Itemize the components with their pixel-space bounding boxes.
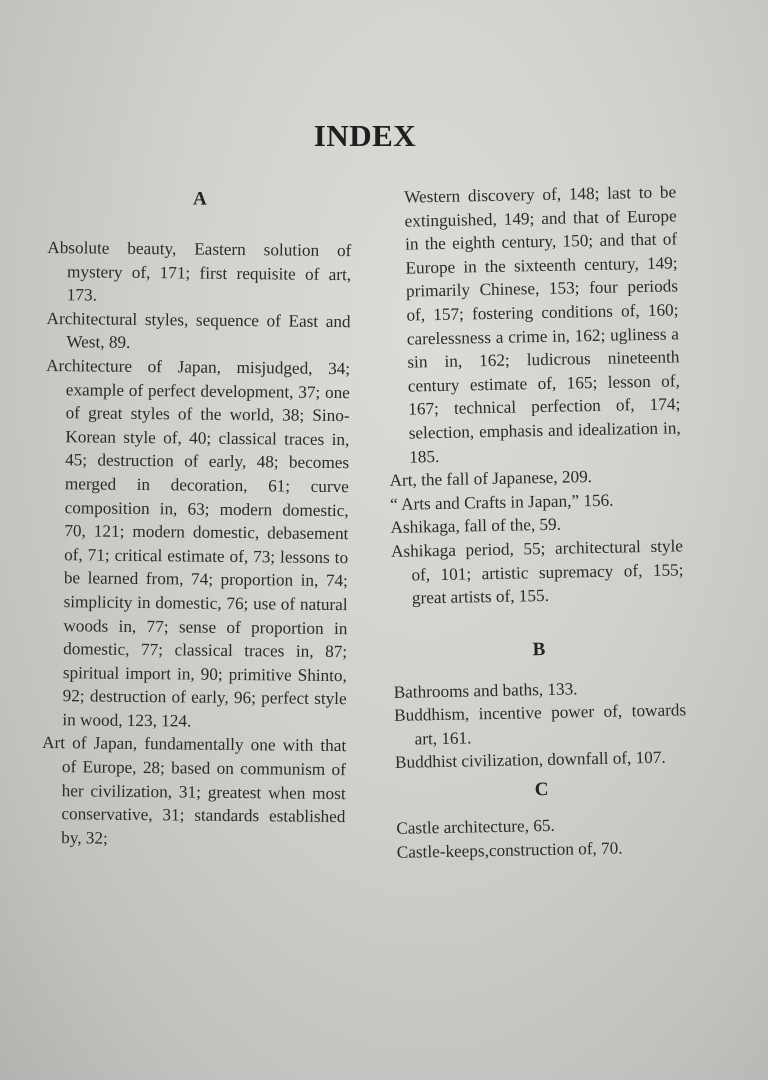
- index-entry-buddhism: Buddhism, incentive power of, towards art, 161.: [393, 700, 687, 749]
- section-letter-a: A: [192, 188, 207, 210]
- section-letter-b: B: [532, 638, 546, 660]
- index-entry-arts-and-crafts: “ Arts and Crafts in Japan,” 156.: [389, 490, 614, 514]
- index-entry-architecture-of-japan: Architecture of Japan, misjudged, 34; example of perfect development, 37; one of great styles of the world, 38; Sino-Korean style of, 40; classical traces in, 45; destruction of early, 48; becomes merged in decoration, 61; curve composition in, 63; modern domestic, 70, 121; modern domestic, debasement of, 71; critical estimate of, 73; lessons to be learned from, 74; proportion in, 74; simplicity in domestic, 76; use of natural woods in, 77; sense of proportion in domestic, 77; classical traces in, 87; spiritual import in, 90; primitive Shinto, 92; destruction of early, 96; perfect style in wood, 123, 124.: [46, 355, 351, 731]
- index-entry-ashikaga-period: Ashikaga period, 55; architectural style of, 101; artistic supremacy of, 155; great artists of, 155.: [390, 536, 684, 608]
- section-letter-c: C: [534, 779, 549, 801]
- index-entry-buddhist-civilization: Buddhist civilization, downfall of, 107.: [394, 748, 666, 773]
- index-column-right: [384, 180, 689, 864]
- index-entry-art-of-japan-continued: Western discovery of, 148; last to be extinguished, 149; and that of Europe in the eighth century, 150; and that of Europe in the sixteenth century, 149; primarily Chinese, 153; four periods of, 157; fostering conditions of, 160; carelessness a crime in, 162; ugliness a sin in, 162; ludicrous nineteenth century estimate of, 165; lesson of, 167; technical perfection of, 174; selection, emphasis and idealization in, 185.: [404, 182, 681, 467]
- index-column-left: [41, 186, 352, 853]
- index-entry-absolute-beauty: Absolute beauty, Eastern solution of mystery of, 171; first requisite of art, 173.: [47, 237, 352, 305]
- index-entry-art-of-japan: Art of Japan, fundamentally one with that of Europe, 28; based on communism of her civilization, 31; greatest when most conservative, 31; standards established by, 32;: [42, 733, 347, 848]
- index-entry-castle-architecture: Castle architecture, 65.: [396, 815, 555, 838]
- index-entry-bathrooms: Bathrooms and baths, 133.: [393, 679, 578, 702]
- index-entry-architectural-styles: Architectural styles, sequence of East and West, 89.: [46, 308, 351, 353]
- index-entry-castle-keeps: Castle-keeps,construction of, 70.: [396, 838, 623, 862]
- page-title: INDEX: [313, 118, 417, 153]
- index-entry-ashikaga-fall: Ashikaga, fall of the, 59.: [390, 514, 562, 538]
- index-entry-art-fall: Art, the fall of Japanese, 209.: [389, 467, 593, 491]
